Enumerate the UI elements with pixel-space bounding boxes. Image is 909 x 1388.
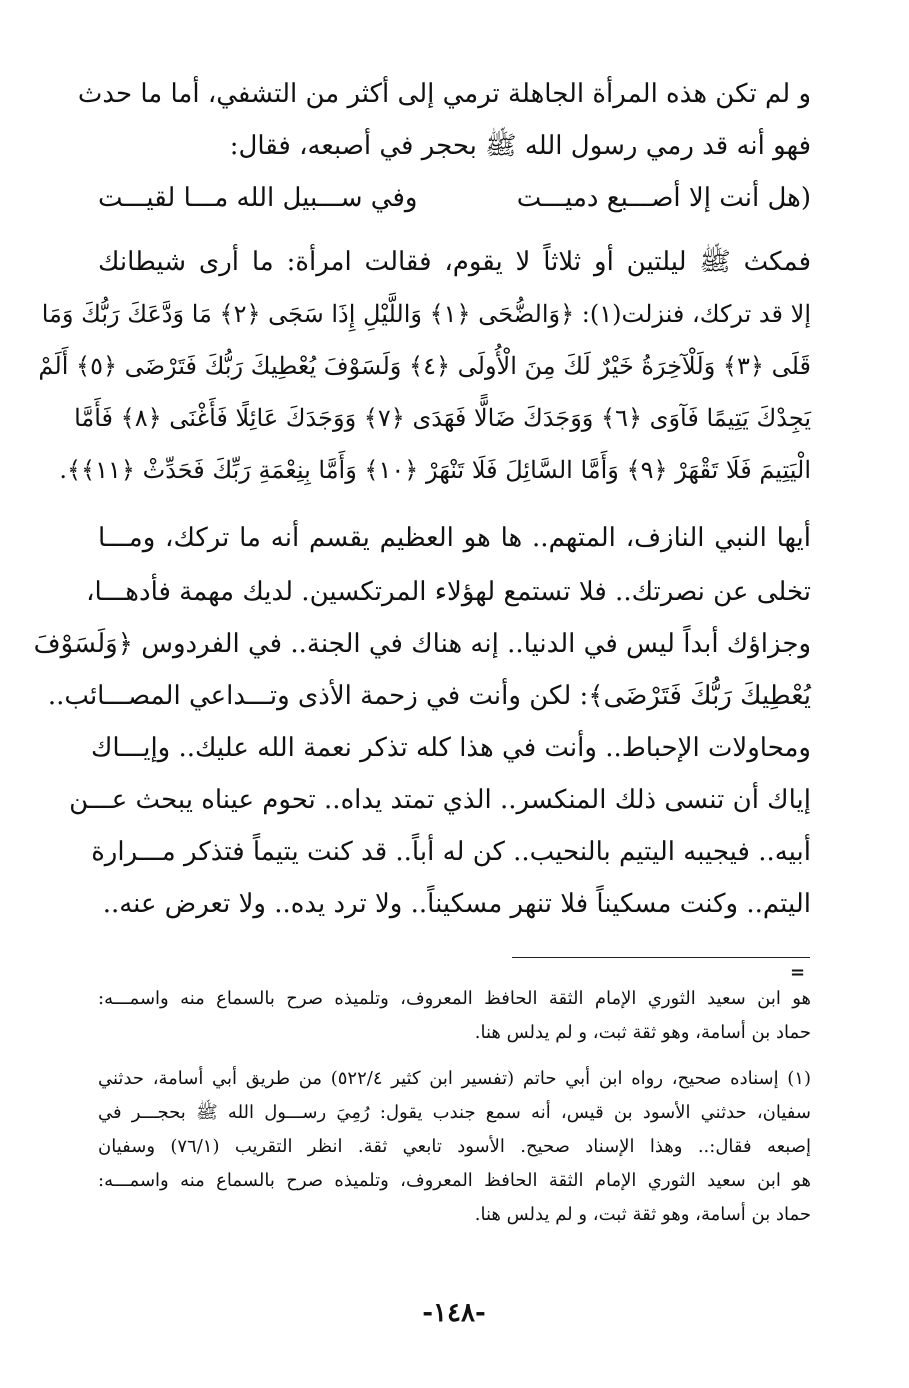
body-line: يُعْطِيكَ رَبُّكَ فَتَرْضَى﴾: لكن وأنت في زحمة الأذى وتـــداعي المصـــائب.. [47,681,811,711]
footnote-line: سفيان، حدثني الأسود بن قيس، أنه سمع جندب يقول: رُمِيَ رســـول الله ﷺ بحجـــر في [98,1102,811,1123]
body-line: وجزاؤك أبداً ليس في الدنيا.. إنه هناك في الجنة.. في الفردوس ﴿وَلَسَوْفَ [33,629,811,659]
footnote-line: هو ابن سعيد الثوري الإمام الثقة الحافظ المعروف، وتلميذه صرح بالسماع منه واسمـــه: [98,988,811,1009]
quran-verse-line: قَلَى ﴿٣﴾ وَلَلْآخِرَةُ خَيْرٌ لَكَ مِنَ الْأُولَى ﴿٤﴾ وَلَسَوْفَ يُعْطِيكَ رَبُّكَ فَتَرْضَى ﴿٥﴾ أَلَمْ [38,352,811,380]
body-line: ومحاولات الإحباط.. وأنت في هذا كله تذكر نعمة الله عليك.. وإيـــاك [91,733,811,763]
body-line: أيها النبي النازف، المتهم.. ها هو العظيم يقسم أنه ما تركك، ومـــا [98,523,811,553]
body-line: إياك أن تنسى ذلك المنكسر.. الذي تمتد يداه.. تحوم عيناه يبحث عـــن [69,785,811,815]
body-line: فهو أنه قد رمي رسول الله ﷺ بحجر في أصبعه، فقال: [229,131,811,161]
footnote-line: (١) إسناده صحيح، رواه ابن أبي حاتم (تفسير ابن كثير ٥٢٢/٤) من طريق أبي أسامة، حدثني [98,1068,811,1089]
quran-verse-line: يَجِدْكَ يَتِيمًا فَآوَى ﴿٦﴾ وَوَجَدَكَ ضَالًّا فَهَدَى ﴿٧﴾ وَوَجَدَكَ عَائِلًا فَأَغْنَى ﴿٨﴾ فَأَمَّا [74,404,811,432]
footnote-continuation-mark: = [790,962,806,983]
body-line: فمكث ﷺ ليلتين أو ثلاثاً لا يقوم، فقالت امرأة: ما أرى شيطانك [98,247,811,277]
body-line: أبيه.. فيجيبه اليتيم بالنحيب.. كن له أباً.. قد كنت يتيماً فتذكر مـــرارة [91,837,811,867]
quran-verse-line: إلا قد تركك، فنزلت(١): ﴿وَالضُّحَى ﴿١﴾ وَاللَّيْلِ إِذَا سَجَى ﴿٢﴾ مَا وَدَّعَكَ رَبُّكَ وَمَا [41,300,811,328]
footnote-separator [512,957,810,958]
body-line: اليتم.. وكنت مسكيناً فلا تنهر مسكيناً.. ولا ترد يده.. ولا تعرض عنه.. [102,889,811,919]
page-number: -١٤٨- [422,1298,486,1328]
poem-first-hemistich: (هل أنت إلا أصـــبع دميـــت [516,183,811,213]
footnote-line: حماد بن أسامة، وهو ثقة ثبت، و لم يدلس هنا. [474,1204,811,1225]
footnote-line: هو ابن سعيد الثوري الإمام الثقة الحافظ المعروف، وتلميذه صرح بالسماع منه واسمـــه: [98,1170,811,1191]
body-line: و لم تكن هذه المرأة الجاهلة ترمي إلى أكثر من التشفي، أما ما حدث [77,79,811,109]
body-line: تخلى عن نصرتك.. فلا تستمع لهؤلاء المرتكسين. لديك مهمة فأدهـــا، [86,577,811,607]
quran-verse-line: الْيَتِيمَ فَلَا تَقْهَرْ ﴿٩﴾ وَأَمَّا السَّائِلَ فَلَا تَنْهَرْ ﴿١٠﴾ وَأَمَّا بِنِعْمَةِ رَبِّكَ فَحَدِّثْ ﴿١١﴾﴾. [59,456,811,484]
poem-verse [98,175,811,221]
poem-second-hemistich: وفي ســـبيل الله مـــا لقيـــت [98,183,418,213]
footnote-line: إصبعه فقال:.. وهذا الإسناد صحيح. الأسود تابعي ثقة. انظر التقريب (٧٦/١) وسفيان [98,1136,811,1157]
footnote-line: حماد بن أسامة، وهو ثقة ثبت، و لم يدلس هنا. [474,1022,811,1043]
